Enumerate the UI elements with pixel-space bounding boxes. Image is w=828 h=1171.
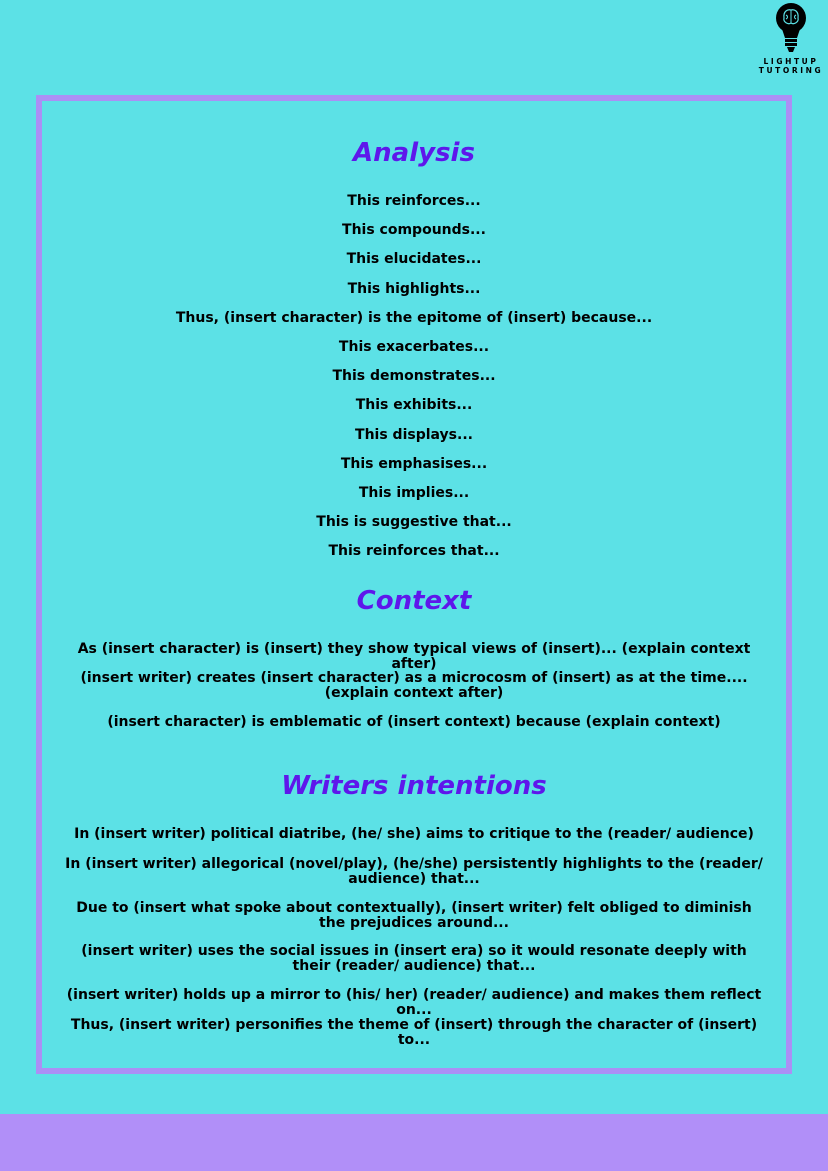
analysis-line: This exhibits... bbox=[355, 397, 473, 414]
brand-line-1: LIGHTUP bbox=[763, 57, 819, 66]
analysis-line: This demonstrates... bbox=[332, 368, 496, 385]
analysis-line: This implies... bbox=[358, 484, 470, 501]
analysis-line: This emphasises... bbox=[340, 455, 488, 472]
analysis-line: This elucidates... bbox=[346, 251, 482, 268]
analysis-heading: Analysis bbox=[353, 138, 475, 168]
context-line: As (insert character) is (insert) they show typical views of (insert)... (explain context after) bbox=[77, 641, 751, 672]
analysis-line: This highlights... bbox=[347, 280, 481, 297]
footer-bar bbox=[0, 1114, 828, 1171]
analysis-line: This compounds... bbox=[342, 222, 486, 239]
analysis-line: This reinforces that... bbox=[328, 543, 500, 560]
context-heading: Context bbox=[356, 586, 472, 616]
intentions-heading: Writers intentions bbox=[281, 771, 547, 801]
analysis-line: This is suggestive that... bbox=[316, 514, 512, 531]
intentions-line: In (insert writer) allegorical (novel/play), (he/she) persistently highlights to the (reader/ audience) that... bbox=[65, 856, 763, 887]
intentions-line: Due to (insert what spoke about contextually), (insert writer) felt obliged to diminish the prejudices around... bbox=[76, 900, 752, 931]
lightup-tutoring-logo bbox=[758, 2, 824, 75]
analysis-line: Thus, (insert character) is the epitome of (insert) because... bbox=[175, 309, 653, 326]
intentions-line: (insert writer) uses the social issues in (insert era) so it would resonate deeply with their (reader/ audience) that... bbox=[81, 943, 747, 974]
intentions-line: Thus, (insert writer) personifies the theme of (insert) through the character of (insert) to... bbox=[70, 1017, 758, 1048]
intentions-line: In (insert writer) political diatribe, (he/ she) aims to critique to the (reader/ audience) bbox=[74, 826, 754, 842]
analysis-line: This displays... bbox=[355, 426, 473, 443]
context-line: (insert writer) creates (insert character) as a microcosm of (insert) as at the time.... (explain context after) bbox=[80, 670, 748, 701]
brand-name bbox=[759, 57, 824, 75]
analysis-line: This reinforces... bbox=[347, 193, 481, 209]
analysis-list bbox=[0, 194, 828, 573]
analysis-line: This exacerbates... bbox=[338, 338, 490, 355]
lightbulb-brain-icon bbox=[774, 2, 808, 56]
context-line: (insert character) is emblematic of (insert context) because (explain context) bbox=[107, 714, 721, 730]
intentions-line: (insert writer) holds up a mirror to (his/ her) (reader/ audience) and makes them reflect on... bbox=[66, 987, 762, 1018]
brand-line-2: TUTORING bbox=[758, 66, 824, 75]
